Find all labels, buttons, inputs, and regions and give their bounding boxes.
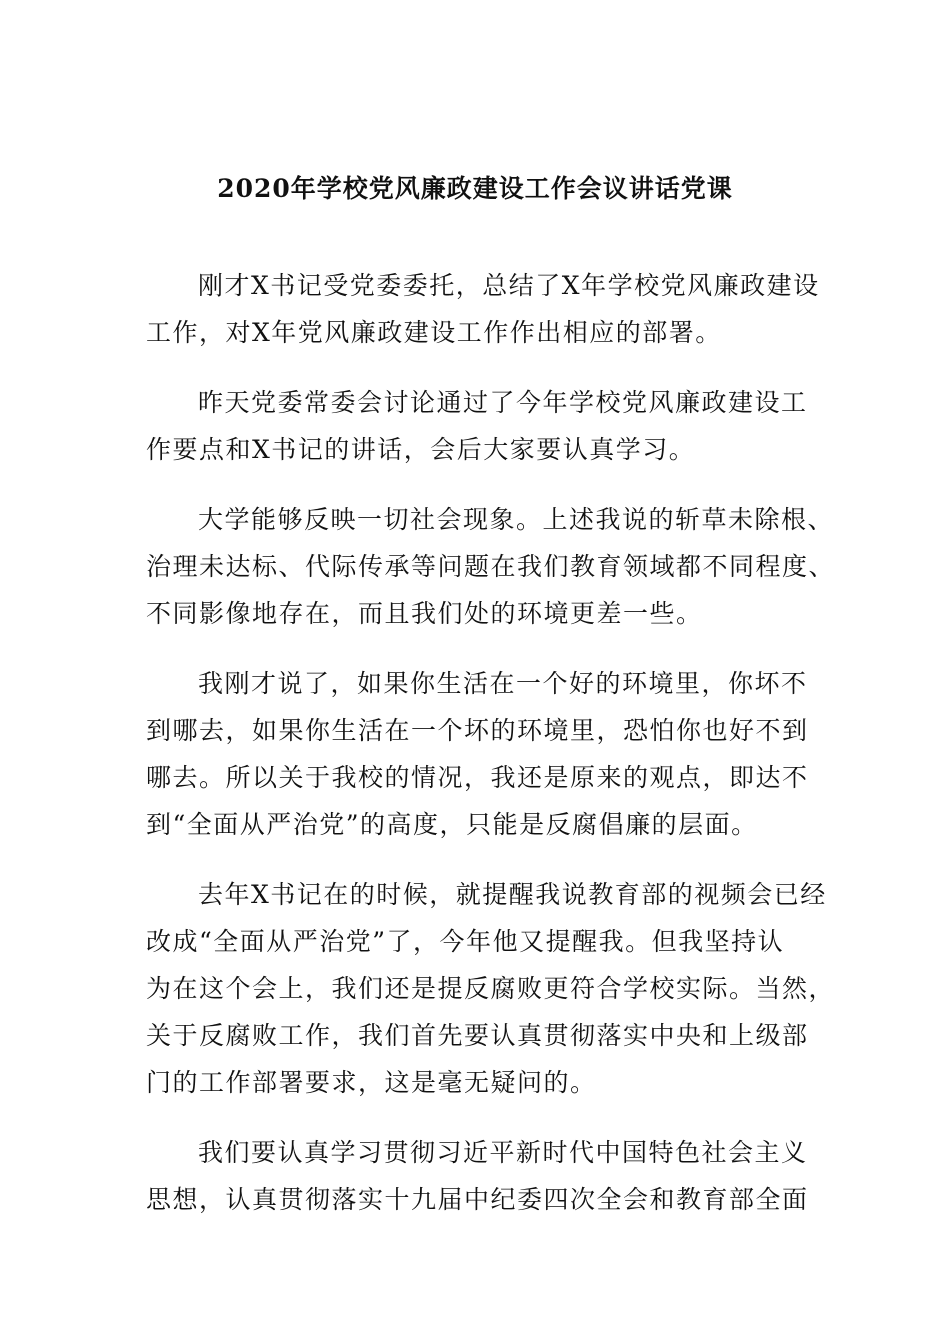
- paragraph-3: [146, 496, 836, 637]
- paragraph-line: 治理未达标、代际传承等问题在我们教育领域都不同程度、: [146, 552, 836, 581]
- paragraph-line: 门的工作部署要求，这是毫无疑问的。: [146, 1068, 597, 1097]
- paragraph-line: 改成“全面从严治党”了，今年他又提醒我。但我坚持认: [146, 927, 785, 956]
- paragraph-5: [146, 871, 836, 1106]
- paragraph-line: 不同影像地存在，而且我们处的环境更差一些。: [146, 599, 703, 628]
- paragraph-line: 到“全面从严治党”的高度，只能是反腐倡廉的层面。: [146, 810, 758, 839]
- paragraph-line: 大学能够反映一切社会现象。上述我说的斩草未除根、: [198, 505, 835, 534]
- paragraph-line: 工作，对X年党风廉政建设工作作出相应的部署。: [146, 318, 722, 347]
- paragraph-line: 哪去。所以关于我校的情况，我还是原来的观点，即达不: [146, 763, 809, 792]
- paragraph-1: [146, 262, 820, 356]
- paragraph-2: [146, 379, 812, 473]
- paragraph-line: 我刚才说了，如果你生活在一个好的环境里，你坏不: [198, 669, 808, 698]
- paragraph-line: 去年X书记在的时候，就提醒我说教育部的视频会已经: [198, 880, 827, 909]
- paragraph-line: 刚才X书记受党委委托，总结了X年学校党风廉政建设: [198, 271, 820, 300]
- paragraph-line: 到哪去，如果你生活在一个坏的环境里，恐怕你也好不到: [146, 716, 809, 745]
- paragraph-4: [146, 660, 812, 848]
- paragraph-6: [146, 1129, 812, 1223]
- paragraph-line: 关于反腐败工作，我们首先要认真贯彻落实中央和上级部: [146, 1021, 809, 1050]
- document-title: 2020年学校党风廉政建设工作会议讲话党课: [217, 174, 733, 203]
- paragraph-line: 作要点和X书记的讲话，会后大家要认真学习。: [146, 435, 696, 464]
- document-body: [146, 262, 836, 1246]
- paragraph-line: 我们要认真学习贯彻习近平新时代中国特色社会主义: [198, 1138, 808, 1167]
- paragraph-line: 为在这个会上，我们还是提反腐败更符合学校实际。当然，: [146, 974, 836, 1003]
- paragraph-line: 思想，认真贯彻落实十九届中纪委四次全会和教育部全面: [146, 1185, 809, 1214]
- paragraph-line: 昨天党委常委会讨论通过了今年学校党风廉政建设工: [198, 388, 808, 417]
